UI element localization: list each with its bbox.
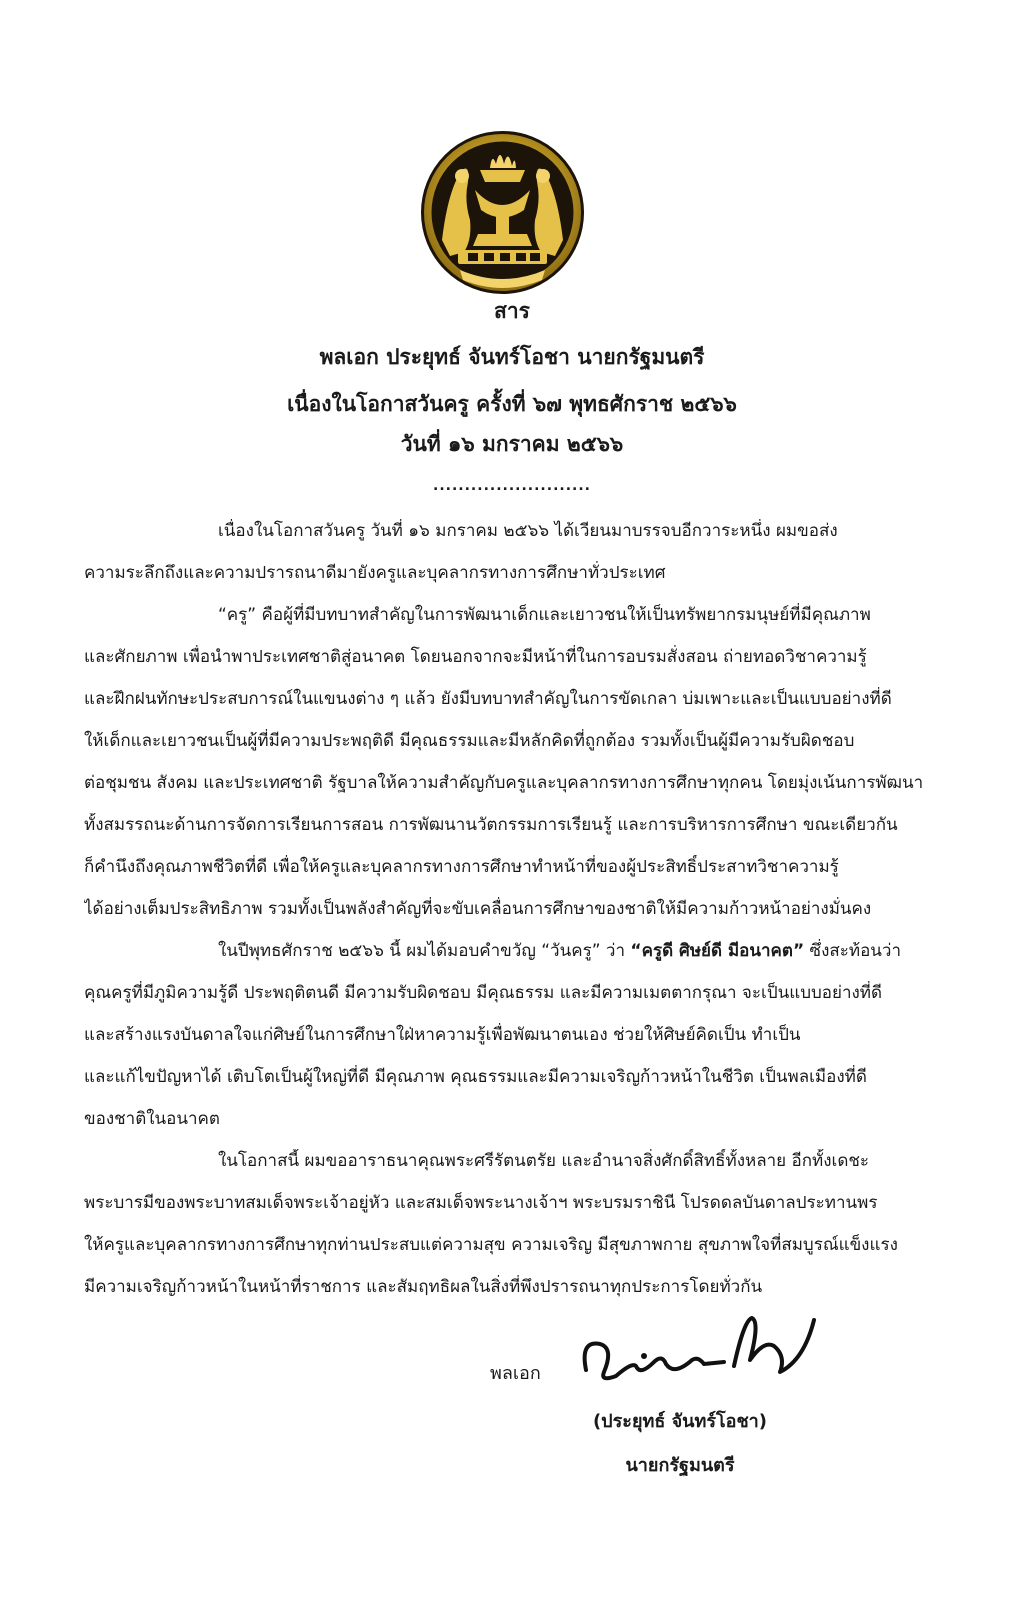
- paragraph-line: และสร้างแรงบันดาลใจแก่ศิษย์ในการศึกษาใฝ่หาความรู้เพื่อพัฒนาตนเอง ช่วยให้ศิษย์คิดเป็น ทำเป็น: [84, 1025, 801, 1045]
- paragraph-line: และแก้ไขปัญหาได้ เติบโตเป็นผู้ใหญ่ที่ดี มีคุณภาพ คุณธรรมและมีความเจริญก้าวหน้าในชีวิต เป็นพลเมืองที่ดี: [84, 1067, 867, 1087]
- government-seal-emblem: [420, 130, 585, 295]
- paragraph-line: และศักยภาพ เพื่อนำพาประเทศชาติสู่อนาคต โดยนอกจากจะมีหน้าที่ในการอบรมสั่งสอน ถ่ายทอดวิชาความรู้: [84, 647, 867, 667]
- paragraph-line: ให้เด็กและเยาวชนเป็นผู้ที่มีความประพฤติดี มีคุณธรรมและมีหลักคิดที่ถูกต้อง รวมทั้งเป็นผู้มีความรับผิดชอบ: [84, 731, 855, 751]
- paragraph-line: และฝึกฝนทักษะประสบการณ์ในแขนงต่าง ๆ แล้ว ยังมีบทบาทสำคัญในการขัดเกลา บ่มเพาะและเป็นแบบอย่างที่ดี: [84, 689, 892, 709]
- paragraph-line: มีความเจริญก้าวหน้าในหน้าที่ราชการ และสัมฤทธิผลในสิ่งที่พึงปรารถนาทุกประการโดยทั่วกัน: [84, 1277, 763, 1297]
- author-line: พลเอก ประยุทธ์ จันทร์โอชา นายกรัฐมนตรี: [319, 345, 705, 369]
- handwritten-signature: [574, 1300, 824, 1400]
- signatory-rank: พลเอก: [490, 1363, 541, 1384]
- paragraph-line: คุณครูที่มีภูมิความรู้ดี ประพฤติตนดี มีความรับผิดชอบ มีคุณธรรม และมีความเมตตากรุณา จะเป็นแบบอย่างที่ดี: [84, 983, 883, 1003]
- paragraph-line: ต่อชุมชน สังคม และประเทศชาติ รัฐบาลให้ความสำคัญกับครูและบุคลากรทางการศึกษาทุกคน โดยมุ่งเน้นการพัฒนา: [84, 773, 924, 793]
- paragraph-line: ได้อย่างเต็มประสิทธิภาพ รวมทั้งเป็นพลังสำคัญที่จะขับเคลื่อนการศึกษาของชาติให้มีความก้าวหน้าอย่างมั่นคง: [84, 899, 872, 919]
- motto-lead-text: ในปีพุทธศักราช ๒๕๖๖ นี้ ผมได้มอบคำขวัญ “วันครู” ว่า: [218, 941, 626, 961]
- motto-text: “ครูดี ศิษย์ดี มีอนาคต”: [630, 941, 805, 961]
- paragraph-line: ทั้งสมรรถนะด้านการจัดการเรียนการสอน การพัฒนานวัตกรรมการเรียนรู้ และการบริหารการศึกษา ขณะเดียวกัน: [84, 815, 898, 835]
- paragraph-line: พระบารมีของพระบาทสมเด็จพระเจ้าอยู่หัว และสมเด็จพระนางเจ้าฯ พระบรมราชินี โปรดดลบันดาลประทานพร: [84, 1193, 878, 1213]
- motto-trail-text: ซึ่งสะท้อนว่า: [809, 941, 902, 961]
- date-line: วันที่ ๑๖ มกราคม ๒๕๖๖: [400, 432, 624, 456]
- separator-dots: .........................: [433, 478, 591, 494]
- paragraph-line: ก็คำนึงถึงคุณภาพชีวิตที่ดี เพื่อให้ครูและบุคลากรทางการศึกษาทำหน้าที่ของผู้ประสิทธิ์ประสาทวิชาความรู้: [84, 857, 839, 877]
- signatory-name: (ประยุทธ์ จันทร์โอชา): [592, 1411, 768, 1432]
- paragraph-line-motto: [218, 939, 939, 965]
- occasion-line: เนื่องในโอกาสวันครู ครั้งที่ ๖๗ พุทธศักราช ๒๕๖๖: [287, 392, 737, 416]
- paragraph-line: ในโอกาสนี้ ผมขออาราธนาคุณพระศรีรัตนตรัย และอำนาจสิ่งศักดิ์สิทธิ์ทั้งหลาย อีกทั้งเดชะ: [218, 1151, 870, 1171]
- paragraph-line: ของชาติในอนาคต: [84, 1109, 220, 1129]
- signatory-title: นายกรัฐมนตรี: [625, 1455, 735, 1476]
- paragraph-line: “ครู” คือผู้ที่มีบทบาทสำคัญในการพัฒนาเด็กและเยาวชนให้เป็นทรัพยากรมนุษย์ที่มีคุณภาพ: [218, 605, 871, 625]
- signature-icon: [574, 1300, 824, 1400]
- document-label: สาร: [494, 299, 530, 323]
- paragraph-line: เนื่องในโอกาสวันครู วันที่ ๑๖ มกราคม ๒๕๖๖ ได้เวียนมาบรรจบอีกวาระหนึ่ง ผมขอส่ง: [218, 521, 838, 541]
- seal-icon: [420, 130, 585, 295]
- paragraph-line: ให้ครูและบุคลากรทางการศึกษาทุกท่านประสบแต่ความสุข ความเจริญ มีสุขภาพกาย สุขภาพใจที่สมบูรณ์แข็งแรง: [84, 1235, 898, 1255]
- paragraph-line: ความระลึกถึงและความปรารถนาดีมายังครูและบุคลากรทางการศึกษาทั่วประเทศ: [84, 563, 666, 583]
